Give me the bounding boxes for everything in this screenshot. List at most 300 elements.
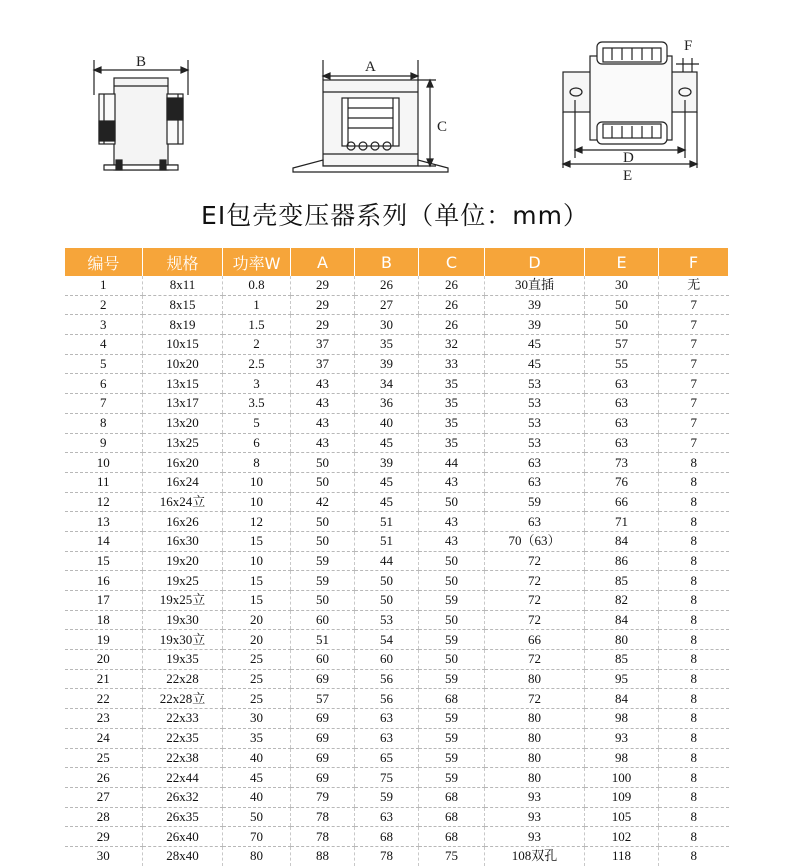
table-cell: 59 — [419, 748, 485, 768]
table-cell: 16x26 — [143, 512, 223, 532]
table-cell: 59 — [291, 571, 355, 591]
table-row — [65, 295, 729, 315]
table-cell: 13x17 — [143, 394, 223, 414]
table-cell: 27 — [65, 787, 143, 807]
table-row — [65, 453, 729, 473]
table-cell: 34 — [355, 374, 419, 394]
table-cell: 43 — [291, 374, 355, 394]
dimension-diagrams — [0, 0, 790, 195]
table-cell: 26 — [355, 276, 419, 295]
table-cell: 21 — [65, 669, 143, 689]
table-cell: 16x24立 — [143, 492, 223, 512]
table-cell: 68 — [419, 787, 485, 807]
table-cell: 43 — [419, 472, 485, 492]
table-row — [65, 472, 729, 492]
table-cell: 93 — [585, 728, 659, 748]
table-cell: 69 — [291, 728, 355, 748]
table-cell: 98 — [585, 709, 659, 729]
table-cell: 12 — [223, 512, 291, 532]
table-cell: 72 — [485, 610, 585, 630]
table-cell: 56 — [355, 689, 419, 709]
table-cell: 69 — [291, 709, 355, 729]
page-title: EI包壳变压器系列（单位：mm） — [201, 201, 589, 230]
table-cell: 80 — [223, 846, 291, 865]
table-row — [65, 689, 729, 709]
table-cell: 93 — [485, 827, 585, 847]
table-cell: 3.5 — [223, 394, 291, 414]
table-cell: 35 — [419, 413, 485, 433]
table-cell: 8 — [659, 728, 729, 748]
table-cell: 100 — [585, 768, 659, 788]
table-cell: 84 — [585, 531, 659, 551]
table-cell: 76 — [585, 472, 659, 492]
table-cell: 63 — [485, 453, 585, 473]
table-cell: 20 — [65, 650, 143, 670]
table-cell: 15 — [223, 571, 291, 591]
table-cell: 29 — [291, 295, 355, 315]
table-cell: 43 — [291, 433, 355, 453]
table-cell: 24 — [65, 728, 143, 748]
table-row — [65, 846, 729, 865]
table-cell: 55 — [585, 354, 659, 374]
table-cell: 50 — [355, 571, 419, 591]
table-cell: 26x35 — [143, 807, 223, 827]
table-cell: 22x28立 — [143, 689, 223, 709]
table-cell: 8 — [659, 551, 729, 571]
table-cell: 20 — [223, 630, 291, 650]
table-cell: 50 — [223, 807, 291, 827]
table-cell: 7 — [659, 354, 729, 374]
table-cell: 8 — [659, 748, 729, 768]
table-cell: 8 — [659, 610, 729, 630]
table-cell: 60 — [291, 650, 355, 670]
table-cell: 53 — [485, 413, 585, 433]
table-cell: 86 — [585, 551, 659, 571]
table-cell: 26x32 — [143, 787, 223, 807]
table-cell: 45 — [485, 354, 585, 374]
table-cell: 19 — [65, 630, 143, 650]
table-cell: 45 — [223, 768, 291, 788]
table-cell: 40 — [355, 413, 419, 433]
table-cell: 15 — [223, 531, 291, 551]
table-cell: 7 — [659, 413, 729, 433]
table-cell: 30直插 — [485, 276, 585, 295]
table-row — [65, 669, 729, 689]
table-cell: 44 — [419, 453, 485, 473]
table-cell: 82 — [585, 591, 659, 611]
table-cell: 108双孔 — [485, 846, 585, 865]
table-cell: 35 — [419, 394, 485, 414]
table-cell: 10x20 — [143, 354, 223, 374]
table-cell: 50 — [291, 591, 355, 611]
table-cell: 43 — [419, 512, 485, 532]
table-cell: 35 — [419, 374, 485, 394]
table-cell: 8 — [659, 571, 729, 591]
table-cell: 6 — [65, 374, 143, 394]
table-cell: 75 — [419, 846, 485, 865]
table-cell: 14 — [65, 531, 143, 551]
table-cell: 8 — [659, 669, 729, 689]
table-cell: 29 — [291, 276, 355, 295]
table-cell: 66 — [485, 630, 585, 650]
table-cell: 50 — [291, 472, 355, 492]
table-cell: 8 — [659, 472, 729, 492]
label-c: C — [437, 119, 448, 135]
table-cell: 72 — [485, 650, 585, 670]
table-cell: 7 — [659, 335, 729, 355]
table-cell: 93 — [485, 787, 585, 807]
table-cell: 53 — [485, 394, 585, 414]
table-row — [65, 315, 729, 335]
table-cell: 63 — [585, 433, 659, 453]
table-cell: 7 — [659, 433, 729, 453]
table-cell: 25 — [223, 669, 291, 689]
table-cell: 45 — [485, 335, 585, 355]
table-cell: 57 — [585, 335, 659, 355]
table-row — [65, 354, 729, 374]
table-cell: 18 — [65, 610, 143, 630]
table-cell: 22 — [65, 689, 143, 709]
table-cell: 15 — [223, 591, 291, 611]
table-cell: 7 — [659, 295, 729, 315]
table-cell: 59 — [291, 551, 355, 571]
header-cell: 编号 — [65, 248, 143, 276]
table-cell: 50 — [585, 295, 659, 315]
table-cell: 8 — [659, 846, 729, 865]
table-row — [65, 630, 729, 650]
table-row — [65, 512, 729, 532]
table-cell: 33 — [419, 354, 485, 374]
table-cell: 15 — [65, 551, 143, 571]
table-cell: 13x20 — [143, 413, 223, 433]
table-cell: 69 — [291, 669, 355, 689]
table-cell: 51 — [355, 512, 419, 532]
table-cell: 19x30立 — [143, 630, 223, 650]
table-cell: 9 — [65, 433, 143, 453]
table-cell: 95 — [585, 669, 659, 689]
header-cell: B — [355, 248, 419, 276]
table-cell: 69 — [291, 748, 355, 768]
table-cell: 22x38 — [143, 748, 223, 768]
table-cell: 22x33 — [143, 709, 223, 729]
table-cell: 26 — [65, 768, 143, 788]
table-cell: 8x15 — [143, 295, 223, 315]
table-cell: 23 — [65, 709, 143, 729]
table-row — [65, 433, 729, 453]
table-cell: 7 — [65, 394, 143, 414]
table-cell: 50 — [291, 531, 355, 551]
label-d: D — [623, 150, 634, 166]
table-cell: 8 — [65, 413, 143, 433]
table-cell: 79 — [291, 787, 355, 807]
table-cell: 80 — [485, 728, 585, 748]
table-cell: 39 — [485, 295, 585, 315]
table-cell: 7 — [659, 315, 729, 335]
table-cell: 35 — [419, 433, 485, 453]
spec-table — [64, 248, 729, 866]
table-cell: 3 — [65, 315, 143, 335]
table-cell: 118 — [585, 846, 659, 865]
table-cell: 60 — [355, 650, 419, 670]
table-cell: 8 — [659, 630, 729, 650]
table-cell: 10 — [223, 492, 291, 512]
table-cell: 85 — [585, 571, 659, 591]
table-row — [65, 748, 729, 768]
table-cell: 26 — [419, 276, 485, 295]
table-cell: 10 — [223, 472, 291, 492]
header-cell: E — [585, 248, 659, 276]
table-cell: 80 — [485, 748, 585, 768]
table-cell: 51 — [355, 531, 419, 551]
header-cell: C — [419, 248, 485, 276]
table-cell: 59 — [419, 630, 485, 650]
table-cell: 59 — [419, 669, 485, 689]
table-cell: 4 — [65, 335, 143, 355]
table-cell: 63 — [355, 728, 419, 748]
table-cell: 59 — [419, 591, 485, 611]
table-cell: 72 — [485, 689, 585, 709]
table-cell: 59 — [485, 492, 585, 512]
table-row — [65, 571, 729, 591]
table-header-row — [65, 248, 729, 276]
table-cell: 6 — [223, 433, 291, 453]
table-cell: 63 — [485, 472, 585, 492]
label-b: B — [136, 54, 147, 70]
table-cell: 66 — [585, 492, 659, 512]
table-row — [65, 709, 729, 729]
table-cell: 16x24 — [143, 472, 223, 492]
table-cell: 22x35 — [143, 728, 223, 748]
table-cell: 28 — [65, 807, 143, 827]
table-cell: 50 — [355, 591, 419, 611]
table-row — [65, 413, 729, 433]
table-cell: 8 — [659, 768, 729, 788]
table-cell: 88 — [291, 846, 355, 865]
table-cell: 2.5 — [223, 354, 291, 374]
table-cell: 8 — [659, 689, 729, 709]
table-cell: 40 — [223, 787, 291, 807]
table-cell: 50 — [585, 315, 659, 335]
table-cell: 63 — [585, 413, 659, 433]
table-cell: 1.5 — [223, 315, 291, 335]
table-cell: 59 — [419, 728, 485, 748]
table-cell: 63 — [485, 512, 585, 532]
header-cell: F — [659, 248, 729, 276]
header-cell: A — [291, 248, 355, 276]
table-cell: 30 — [96, 848, 110, 864]
table-cell: 42 — [291, 492, 355, 512]
table-cell: 27 — [355, 295, 419, 315]
table-cell: 44 — [355, 551, 419, 571]
table-cell: 10x15 — [143, 335, 223, 355]
table-cell: 40 — [223, 748, 291, 768]
table-cell: 78 — [291, 807, 355, 827]
table-cell: 16x20 — [143, 453, 223, 473]
table-cell: 8 — [659, 492, 729, 512]
table-cell: 84 — [585, 610, 659, 630]
table-cell: 84 — [585, 689, 659, 709]
table-cell: 78 — [291, 827, 355, 847]
table-cell: 78 — [355, 846, 419, 865]
table-cell: 10 — [65, 453, 143, 473]
table-row — [65, 531, 729, 551]
table-cell: 30 — [223, 709, 291, 729]
table-cell: 45 — [355, 433, 419, 453]
table-cell: 8 — [659, 531, 729, 551]
table-cell: 7 — [659, 374, 729, 394]
table-cell: 20 — [223, 610, 291, 630]
table-cell: 5 — [223, 413, 291, 433]
table-cell: 30 — [355, 315, 419, 335]
table-row — [65, 768, 729, 788]
table-cell: 8 — [659, 650, 729, 670]
table-cell: 25 — [223, 650, 291, 670]
table-cell: 43 — [419, 531, 485, 551]
table-cell: 无 — [659, 276, 729, 295]
table-cell: 26 — [419, 295, 485, 315]
table-cell: 11 — [65, 472, 143, 492]
table-cell: 19x25 — [143, 571, 223, 591]
table-cell: 8 — [659, 512, 729, 532]
table-cell: 29 — [291, 315, 355, 335]
table-row — [65, 591, 729, 611]
header-cell: D — [485, 248, 585, 276]
table-cell: 65 — [355, 748, 419, 768]
side-view-diagram — [293, 60, 448, 172]
table-cell: 68 — [419, 827, 485, 847]
table-cell: 69 — [291, 768, 355, 788]
table-row — [65, 335, 729, 355]
table-row — [65, 551, 729, 571]
table-cell: 70（63） — [485, 531, 585, 551]
table-cell: 25 — [223, 689, 291, 709]
table-cell: 8 — [659, 709, 729, 729]
table-row — [65, 807, 729, 827]
table-cell: 73 — [585, 453, 659, 473]
header-cell: 功率W — [223, 248, 291, 276]
table-cell: 85 — [585, 650, 659, 670]
table-cell: 26 — [419, 315, 485, 335]
table-cell: 10 — [223, 551, 291, 571]
table-cell: 63 — [585, 374, 659, 394]
table-cell: 53 — [485, 374, 585, 394]
table-cell: 1 — [65, 276, 143, 295]
table-cell: 8x19 — [143, 315, 223, 335]
table-cell: 80 — [485, 768, 585, 788]
table-cell: 39 — [355, 453, 419, 473]
table-cell: 8 — [659, 807, 729, 827]
table-cell: 28x40 — [143, 846, 223, 865]
table-cell: 8 — [659, 453, 729, 473]
table-cell: 63 — [355, 807, 419, 827]
table-cell: 80 — [485, 669, 585, 689]
table-cell: 59 — [355, 787, 419, 807]
table-cell: 35 — [355, 335, 419, 355]
table-cell: 75 — [355, 768, 419, 788]
table-cell: 16 — [65, 571, 143, 591]
table-cell: 8x11 — [143, 276, 223, 295]
table-cell: 39 — [485, 315, 585, 335]
table-cell: 13 — [65, 512, 143, 532]
table-cell: 45 — [355, 492, 419, 512]
table-cell: 50 — [419, 571, 485, 591]
table-cell: 19x25立 — [143, 591, 223, 611]
table-cell: 70 — [223, 827, 291, 847]
table-cell: 2 — [223, 335, 291, 355]
table-cell: 43 — [291, 413, 355, 433]
table-cell: 51 — [291, 630, 355, 650]
table-cell: 53 — [485, 433, 585, 453]
table-cell: 29 — [65, 827, 143, 847]
table-cell: 50 — [419, 492, 485, 512]
table-cell: 12 — [65, 492, 143, 512]
table-cell: 30 — [585, 276, 659, 295]
table-cell: 50 — [291, 512, 355, 532]
table-cell: 37 — [291, 354, 355, 374]
table-cell: 37 — [291, 335, 355, 355]
table-cell: 63 — [585, 394, 659, 414]
table-row — [65, 610, 729, 630]
header-cell: 规格 — [143, 248, 223, 276]
table-cell: 50 — [291, 453, 355, 473]
table-cell: 13x15 — [143, 374, 223, 394]
table-cell: 19x35 — [143, 650, 223, 670]
table-cell: 60 — [291, 610, 355, 630]
table-row — [65, 827, 729, 847]
table-cell: 59 — [419, 768, 485, 788]
table-cell: 72 — [485, 591, 585, 611]
table-cell: 98 — [585, 748, 659, 768]
table-row — [65, 492, 729, 512]
table-cell: 50 — [419, 610, 485, 630]
table-cell: 59 — [419, 709, 485, 729]
table-cell: 35 — [223, 728, 291, 748]
table-cell: 80 — [485, 709, 585, 729]
table-cell: 57 — [291, 689, 355, 709]
table-cell: 68 — [419, 807, 485, 827]
table-cell: 80 — [585, 630, 659, 650]
table-cell: 22x44 — [143, 768, 223, 788]
table-cell: 5 — [65, 354, 143, 374]
table-cell: 105 — [585, 807, 659, 827]
table-cell: 45 — [355, 472, 419, 492]
table-cell: 50 — [419, 551, 485, 571]
table-cell: 72 — [485, 551, 585, 571]
table-cell: 7 — [659, 394, 729, 414]
table-row — [65, 276, 729, 295]
front-view-diagram — [94, 60, 188, 170]
table-cell: 36 — [355, 394, 419, 414]
table-cell: 19x30 — [143, 610, 223, 630]
label-f: F — [684, 38, 693, 54]
table-cell: 54 — [355, 630, 419, 650]
table-row — [65, 374, 729, 394]
table-cell: 71 — [585, 512, 659, 532]
table-cell: 93 — [485, 807, 585, 827]
table-row — [65, 728, 729, 748]
table-cell: 43 — [291, 394, 355, 414]
table-cell: 8 — [659, 591, 729, 611]
table-cell: 72 — [485, 571, 585, 591]
table-cell: 39 — [355, 354, 419, 374]
table-cell: 8 — [223, 453, 291, 473]
table-cell: 3 — [223, 374, 291, 394]
table-cell: 56 — [355, 669, 419, 689]
table-cell: 68 — [355, 827, 419, 847]
table-cell: 50 — [419, 650, 485, 670]
table-row — [65, 787, 729, 807]
table-cell: 53 — [355, 610, 419, 630]
